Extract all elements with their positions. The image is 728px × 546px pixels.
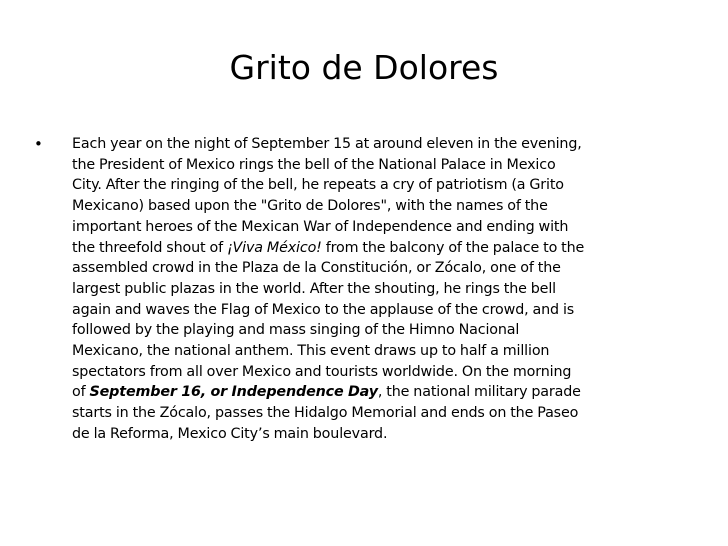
- slide-title: Grito de Dolores: [229, 48, 499, 87]
- text-run: , the national military parade: [377, 384, 581, 401]
- paragraph-line: assembled crowd in the Plaza de la Constitución, or Zócalo, one of the: [72, 260, 561, 277]
- paragraph-line: important heroes of the Mexican War of Independence and ending with: [72, 218, 569, 235]
- paragraph-line: Mexicano) based upon the "Grito de Dolores", with the names of the: [72, 198, 548, 215]
- text-run: from the balcony of the palace to the: [321, 239, 585, 256]
- paragraph-line: the President of Mexico rings the bell of the National Palace in Mexico: [72, 156, 556, 173]
- viva-mexico-emphasis: ¡Viva México!: [226, 239, 322, 256]
- bullet-paragraph: [72, 134, 718, 445]
- independence-day-emphasis: September 16, or Independence Day: [89, 384, 378, 401]
- paragraph-line: Mexicano, the national anthem. This event draws up to half a million: [72, 343, 550, 360]
- text-run: of: [72, 384, 90, 401]
- paragraph-line: City. After the ringing of the bell, he repeats a cry of patriotism (a Grito: [72, 177, 564, 194]
- text-run: the threefold shout of: [72, 239, 227, 256]
- paragraph-line: spectators from all over Mexico and tourists worldwide. On the morning: [72, 363, 572, 380]
- paragraph-line: [72, 238, 718, 259]
- paragraph-line: followed by the playing and mass singing of the Himno Nacional: [72, 322, 520, 339]
- bullet-icon: •: [34, 135, 43, 153]
- paragraph-line: largest public plazas in the world. After the shouting, he rings the bell: [72, 280, 556, 297]
- paragraph-line: de la Reforma, Mexico City’s main boulevard.: [72, 425, 388, 442]
- paragraph-line: Each year on the night of September 15 at around eleven in the evening,: [72, 136, 582, 152]
- paragraph-line: again and waves the Flag of Mexico to the applause of the crowd, and is: [72, 301, 575, 318]
- bullet-item: [34, 134, 718, 445]
- paragraph-line: starts in the Zócalo, passes the Hidalgo Memorial and ends on the Paseo: [72, 405, 579, 422]
- paragraph-line: [72, 382, 718, 403]
